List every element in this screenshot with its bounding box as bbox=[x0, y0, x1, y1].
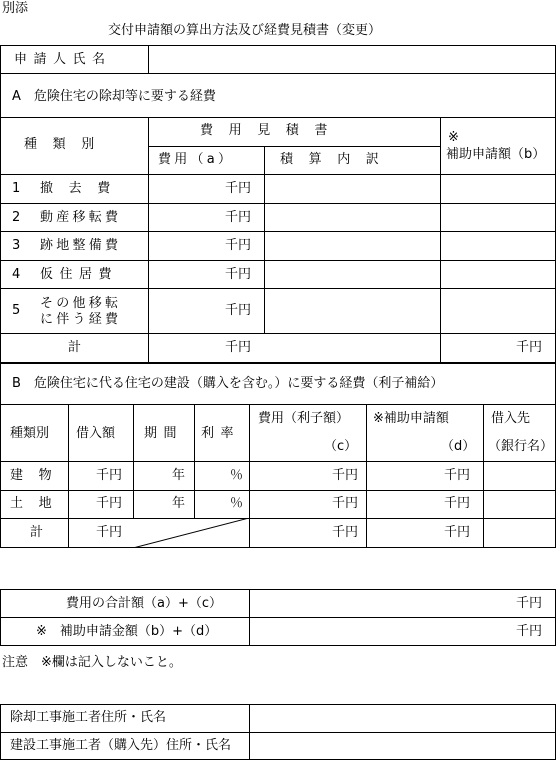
cost-unit: 千円 bbox=[225, 181, 252, 196]
total-cost-unit: 千円 bbox=[225, 340, 252, 355]
row-label: 動産移転費 bbox=[40, 210, 122, 225]
b-total-loan: 千円 bbox=[96, 525, 123, 540]
demolition-contractor-label: 除却工事施工者住所・氏名 bbox=[10, 710, 167, 725]
b-col-rate: 利率 bbox=[201, 426, 241, 441]
row-number: 3 bbox=[12, 238, 21, 253]
cost-unit: 千円 bbox=[225, 210, 252, 225]
construction-contractor-field[interactable] bbox=[251, 734, 554, 758]
b-row-subsidy: 千円 bbox=[444, 468, 471, 483]
section-a-title: A 危険住宅の除却等に要する経費 bbox=[12, 89, 216, 104]
col-breakdown-header: 積算内訳 bbox=[280, 152, 395, 167]
b-total-subsidy: 千円 bbox=[444, 525, 471, 540]
cost-unit: 千円 bbox=[225, 267, 252, 282]
b-col-subsidy-line2: （d） bbox=[441, 439, 476, 454]
b-row-period: 年 bbox=[172, 468, 186, 483]
col-subsidy-mark: ※ bbox=[448, 130, 459, 145]
total-label: 計 bbox=[68, 340, 82, 355]
b-row-loan: 千円 bbox=[96, 468, 123, 483]
cost-unit: 千円 bbox=[225, 303, 252, 318]
b-row-cost: 千円 bbox=[332, 468, 359, 483]
cost-total-unit: 千円 bbox=[516, 596, 543, 611]
construction-contractor-label: 建設工事施工者（購入先）住所・氏名 bbox=[10, 738, 232, 753]
row-label: 撤去費 bbox=[40, 181, 126, 196]
b-row-label: 建物 bbox=[10, 468, 68, 483]
b-row-label: 土地 bbox=[10, 496, 68, 511]
attachment-label: 別添 bbox=[2, 1, 29, 16]
row-label-line1: その他移転 bbox=[40, 296, 122, 311]
b-col-type: 種類別 bbox=[10, 426, 50, 441]
col-cost-a-header: 費用（a） bbox=[158, 152, 235, 167]
cost-total-label: 費用の合計額（a）+（c） bbox=[66, 596, 223, 611]
b-col-cost-line2: （c） bbox=[324, 439, 358, 454]
b-row-loan: 千円 bbox=[96, 496, 123, 511]
page-title: 交付申請額の算出方法及び経費見積書（変更） bbox=[108, 23, 382, 38]
b-col-lender-line1: 借入先 bbox=[491, 411, 531, 426]
b-total-cost: 千円 bbox=[332, 525, 359, 540]
applicant-name-label: 申請人氏名 bbox=[14, 52, 112, 67]
col-type-header: 種類別 bbox=[24, 137, 110, 152]
b-row-rate: ％ bbox=[230, 496, 244, 511]
applicant-name-field[interactable] bbox=[150, 47, 554, 72]
section-b-title: B 危険住宅に代る住宅の建設（購入を含む。）に要する経費（利子補給） bbox=[12, 376, 444, 391]
b-row-period: 年 bbox=[172, 496, 186, 511]
cost-unit: 千円 bbox=[225, 238, 252, 253]
b-col-cost-line1: 費用（利子額） bbox=[258, 411, 350, 426]
row-number: 4 bbox=[12, 267, 21, 282]
row-number: 5 bbox=[12, 303, 21, 318]
row-number: 1 bbox=[12, 181, 21, 196]
diagonal-slash bbox=[133, 518, 249, 548]
col-subsidy-b-header: 補助申請額（b） bbox=[446, 147, 546, 162]
row-number: 2 bbox=[12, 210, 21, 225]
b-row-subsidy: 千円 bbox=[444, 496, 471, 511]
b-col-period: 期間 bbox=[144, 426, 184, 441]
subsidy-total-unit: 千円 bbox=[516, 624, 543, 639]
demolition-contractor-field[interactable] bbox=[251, 706, 554, 731]
b-row-rate: ％ bbox=[230, 468, 244, 483]
total-subsidy-unit: 千円 bbox=[516, 340, 543, 355]
subsidy-total-label: ※ 補助申請金額（b）+（d） bbox=[36, 624, 218, 639]
row-label-line2: に伴う経費 bbox=[40, 312, 122, 327]
b-row-cost: 千円 bbox=[332, 496, 359, 511]
b-col-loan: 借入額 bbox=[76, 426, 116, 441]
b-col-lender-line2: （銀行名） bbox=[488, 439, 554, 454]
b-total-label: 計 bbox=[30, 525, 44, 540]
col-estimate-header: 費用見積書 bbox=[200, 123, 344, 138]
row-label: 跡地整備費 bbox=[40, 238, 122, 253]
note-text: 注意 ※欄は記入しないこと。 bbox=[2, 655, 182, 670]
row-label: 仮住居費 bbox=[40, 267, 119, 282]
b-col-subsidy-line1: ※補助申請額 bbox=[373, 411, 449, 426]
